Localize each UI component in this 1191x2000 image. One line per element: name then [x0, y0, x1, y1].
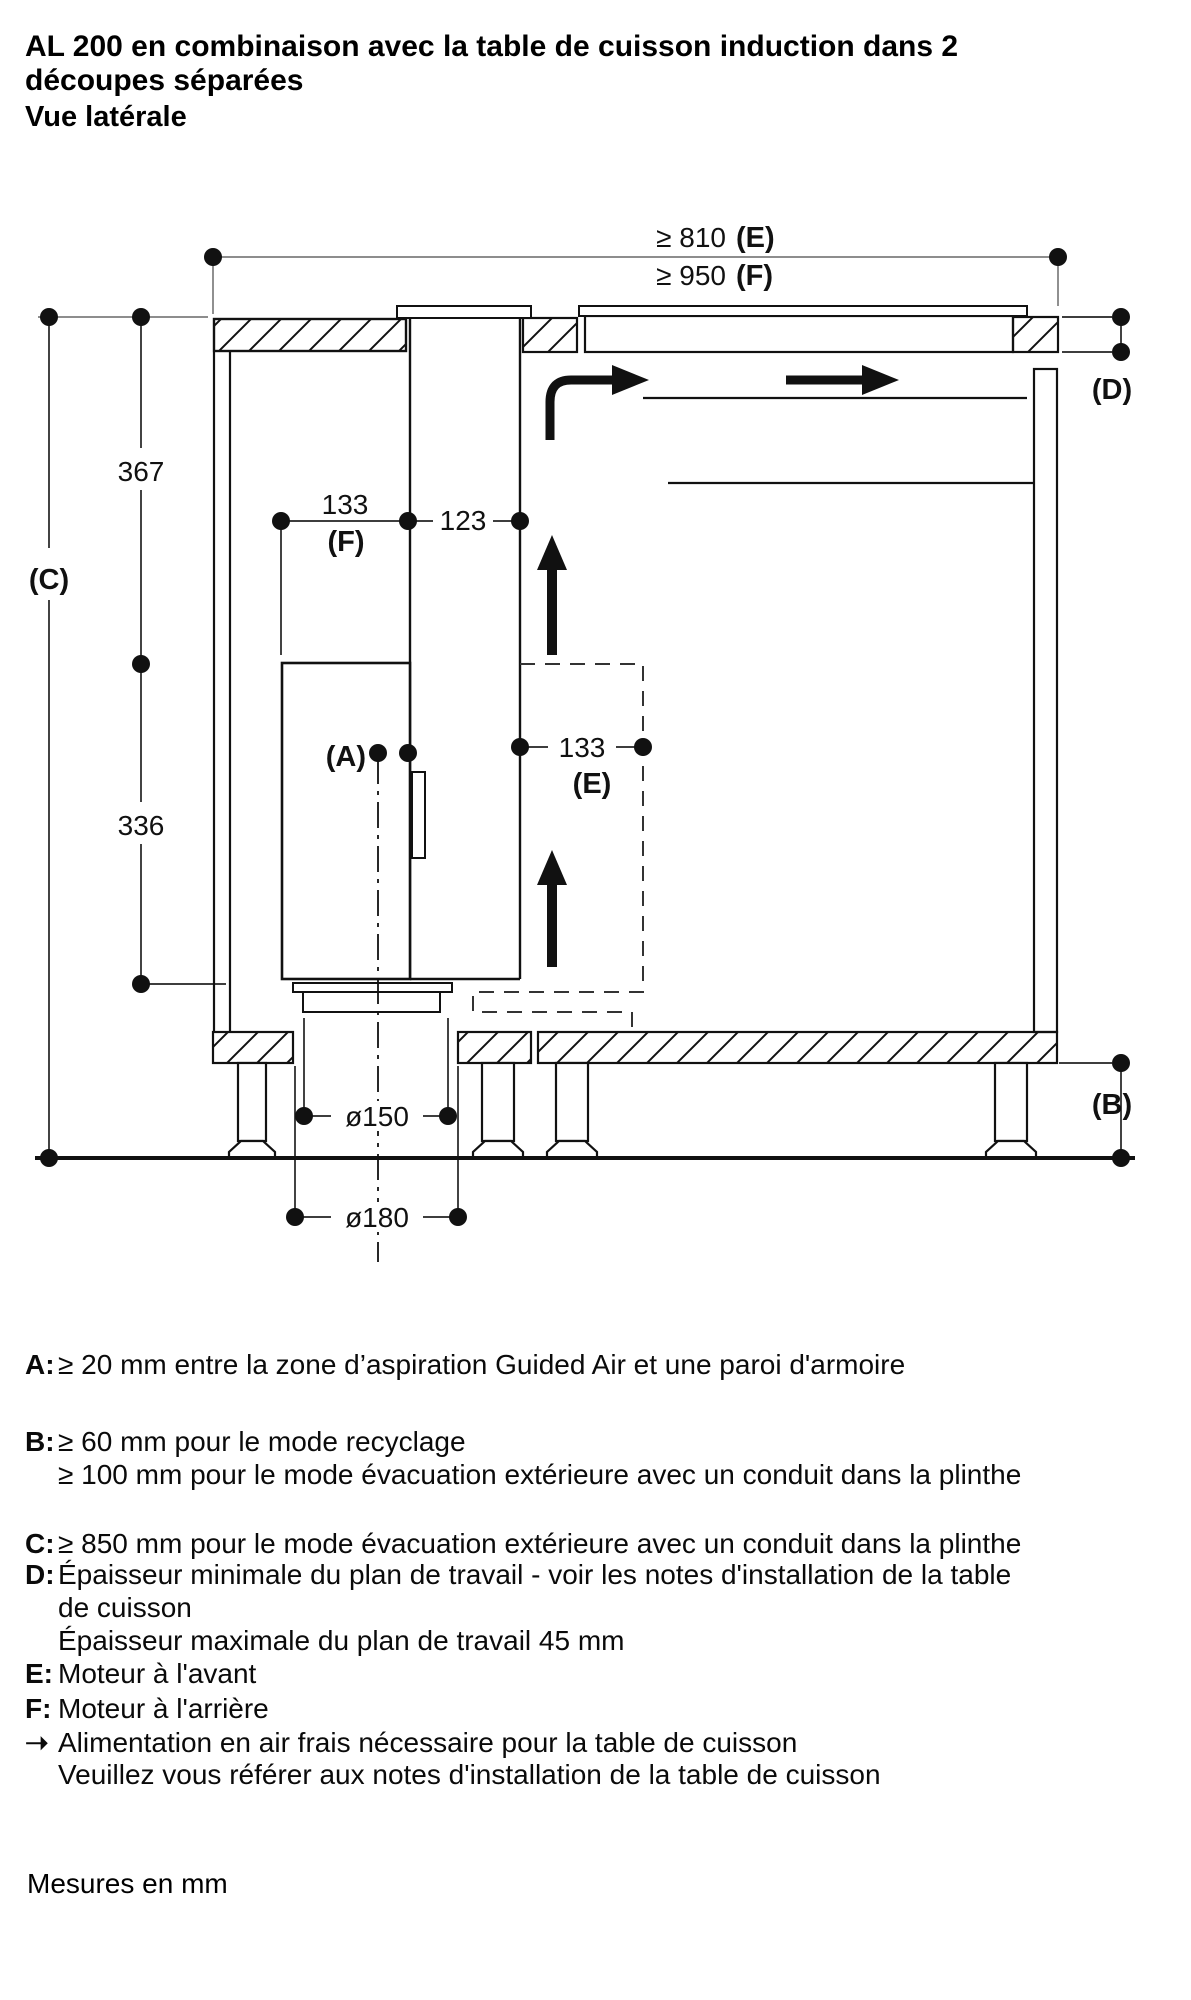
legend-air-line1: Alimentation en air frais nécessaire pour la table de cuisson [58, 1727, 798, 1758]
legend-e [25, 1658, 256, 1690]
legend-e-text: Moteur à l'avant [58, 1658, 257, 1689]
leg-3 [556, 1063, 588, 1141]
dim-dia180: ø180 [345, 1202, 409, 1233]
bottom-shelf-left [213, 1032, 293, 1063]
page-title-line1: AL 200 en combinaison avec la table de cuisson induction dans 2 [25, 30, 959, 63]
leg-2-foot [473, 1141, 523, 1158]
page-subtitle: Vue latérale [25, 101, 187, 133]
motor-front-dashed-outline [473, 664, 643, 1030]
guided-air-aspiration-zone [412, 772, 425, 858]
leg-4 [995, 1063, 1027, 1141]
airflow-up-arrow-2-head [537, 850, 567, 885]
legend-d-line2: de cuisson [58, 1592, 192, 1623]
airflow-curved-arrow [550, 380, 612, 440]
leg-1-foot [229, 1141, 275, 1158]
legend-d-cont1 [58, 1592, 192, 1624]
legend-f-text: Moteur à l'arrière [58, 1693, 269, 1724]
leg-2 [482, 1063, 514, 1141]
bottom-shelf-right [538, 1032, 1057, 1063]
units-note: Mesures en mm [27, 1868, 228, 1899]
leg-1 [238, 1063, 266, 1141]
outlet-collar-top [293, 983, 452, 992]
legend-b-line2: ≥ 100 mm pour le mode évacuation extérieure avec un conduit dans la plinthe [58, 1459, 1022, 1490]
fresh-air-arrow-icon: ➝ [25, 1727, 49, 1758]
cooktop-glass-lip [579, 306, 1027, 316]
leg-4-foot [986, 1141, 1036, 1158]
worktop-right-hatched [1013, 317, 1058, 352]
legend-d-prefix: D: [25, 1559, 55, 1590]
dim-123: 123 [439, 505, 487, 536]
dim-950-letter: (F) [736, 260, 774, 292]
legend-d-line1: Épaisseur minimale du plan de travail - voir les notes d'installation de la table [58, 1559, 1012, 1590]
dim-133f-value: 133 [321, 489, 369, 520]
airflow-up-arrow-1-head [537, 535, 567, 570]
dim-810-value: ≥ 810 [656, 222, 726, 253]
bottom-shelf-mid [458, 1032, 531, 1063]
dim-336: 336 [117, 810, 165, 841]
legend-c [25, 1528, 1021, 1560]
leg-3-foot [547, 1141, 597, 1158]
downdraft-vent-cap [397, 306, 531, 318]
dim-810-letter: (E) [736, 222, 775, 254]
legend-e-prefix: E: [25, 1658, 53, 1689]
page-title-line2: découpes séparées [25, 64, 304, 97]
legend-b [25, 1426, 466, 1458]
legend-air-line2: Veuillez vous référer aux notes d'installation de la table de cuisson [58, 1759, 881, 1790]
dim-133f-letter: (F) [327, 526, 365, 558]
legend-b-line1: ≥ 60 mm pour le mode recyclage [58, 1426, 466, 1457]
cooktop-body [585, 316, 1013, 352]
legend-d [25, 1559, 1011, 1591]
legend-air-cont [58, 1759, 881, 1791]
legend-d-cont2 [58, 1625, 624, 1657]
dim-133e-value: 133 [558, 732, 606, 763]
dim-367: 367 [117, 456, 165, 487]
al200-body [282, 663, 410, 979]
label-a: (A) [325, 741, 366, 773]
dim-133e-letter: (E) [572, 768, 612, 800]
worktop-mid-hatched [523, 318, 577, 352]
label-c: (C) [28, 564, 70, 596]
dim-950-value: ≥ 950 [656, 260, 726, 291]
legend-a-prefix: A: [25, 1349, 55, 1380]
legend-air [25, 1726, 797, 1759]
legend-a-text: ≥ 20 mm entre la zone d’aspiration Guided Air et une paroi d'armoire [58, 1349, 906, 1380]
label-b: (B) [1091, 1089, 1133, 1121]
legend-a [25, 1349, 905, 1381]
label-d: (D) [1091, 374, 1133, 406]
legend-b-cont [58, 1459, 1021, 1491]
legend-c-text: ≥ 850 mm pour le mode évacuation extérieure avec un conduit dans la plinthe [58, 1528, 1022, 1559]
airflow-right-arrow-head [862, 365, 899, 395]
airflow-arrows [537, 365, 899, 967]
airflow-curved-arrow-head [612, 365, 649, 395]
dim-dia150: ø150 [345, 1101, 409, 1132]
worktop-left-hatched [214, 319, 406, 351]
right-wall-panel [1034, 369, 1057, 1032]
legend-c-prefix: C: [25, 1528, 55, 1559]
legend-f [25, 1693, 269, 1725]
outlet-collar-bottom [303, 992, 440, 1012]
legend-f-prefix: F: [25, 1693, 52, 1724]
legend-b-prefix: B: [25, 1426, 55, 1457]
legend-d-line3: Épaisseur maximale du plan de travail 45 mm [58, 1625, 625, 1656]
